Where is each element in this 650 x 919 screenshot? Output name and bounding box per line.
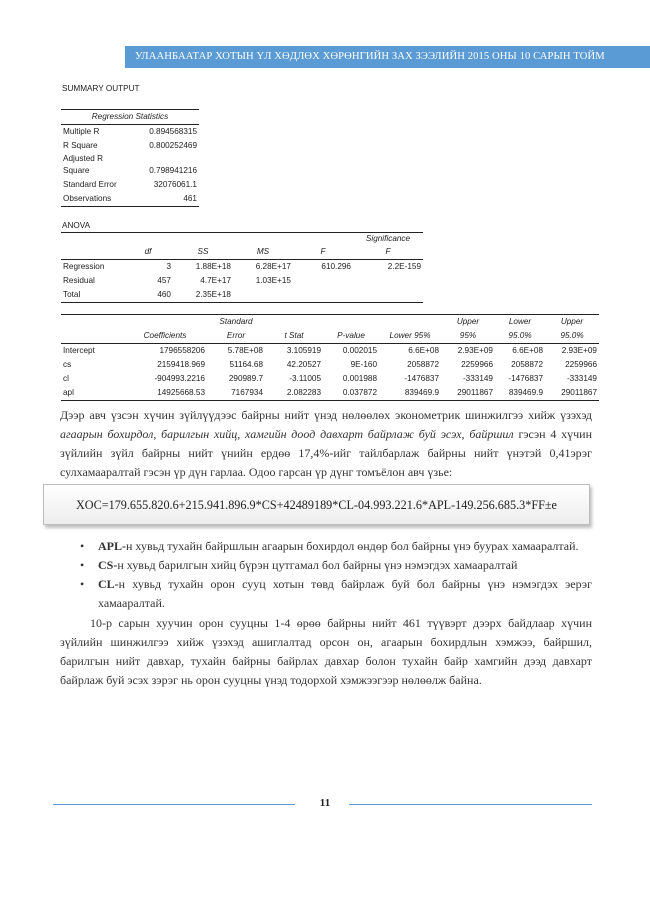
regression-statistics-table <box>61 109 199 207</box>
coef-row <box>61 386 599 401</box>
anova-cell <box>353 274 423 288</box>
list-item <box>80 575 592 613</box>
bullet-text: н хувьд барилгын хийц бүрэн цутгамал бол байрны үнэ нэмэгдэх хамааралтай <box>117 558 518 572</box>
stat-row <box>61 139 199 153</box>
anova-cell: 457 <box>157 276 171 285</box>
stat-value: 461 <box>134 192 199 207</box>
stat-label: Observations <box>61 192 134 207</box>
anova-cell: Regression <box>63 262 105 271</box>
page-number: 11 <box>319 797 331 809</box>
coef-row <box>61 358 599 372</box>
coef-cell: cl <box>63 374 69 383</box>
coef-cell: 2159418.969 <box>157 360 205 369</box>
interpretation-list <box>80 537 592 613</box>
coef-cell: 2058872 <box>407 360 439 369</box>
anova-cell <box>353 288 423 303</box>
coef-cell: 3.105919 <box>286 346 321 355</box>
coef-cell: 29011867 <box>457 388 493 397</box>
bullet-term: CL- <box>98 577 119 591</box>
coef-cell: Intercept <box>63 346 95 355</box>
coef-cell: 9E-160 <box>350 360 377 369</box>
coef-cell: 2058872 <box>511 360 543 369</box>
anova-table <box>61 232 423 303</box>
bullet-term: CS- <box>98 558 118 572</box>
coef-cell: 2.93E+09 <box>561 346 597 355</box>
footer-divider-left <box>53 804 295 805</box>
paragraph-text: гэсэн 4 хүчин зүйлийн зүйл байрны нийт үнийн ердөө 17,4%-ийг тайлбарлаж байрны нийт үнэтэй 0,41эрэг сулхамааралтай гэсэн үр дүн гарлаа. Одоо гарсан үр дүнг томъёлон авч үзье: <box>60 427 593 479</box>
coef-cell: -904993.2216 <box>154 374 205 383</box>
coef-header-coefficients: Coefficients <box>143 331 187 340</box>
stat-value <box>134 153 199 164</box>
analysis-paragraph <box>60 406 592 482</box>
anova-cell <box>233 288 293 303</box>
anova-cell: 3 <box>166 262 171 271</box>
coef-header-lower: Lower <box>508 317 532 326</box>
coef-header-upper950: 95.0% <box>560 331 584 340</box>
anova-row <box>61 274 423 288</box>
stat-label: Adjusted R <box>63 154 104 163</box>
stat-label: Square <box>63 166 90 175</box>
anova-header-significance: Significance <box>365 234 411 243</box>
coef-cell: 2.082283 <box>286 388 321 397</box>
coef-row <box>61 372 599 386</box>
paragraph-italic-text: агаарын бохирдол, барилгын хийц, хамгийн доод давхарт байрлаж буй эсэх, байршил <box>60 427 514 441</box>
coef-cell: 29011867 <box>561 388 597 397</box>
stat-row <box>61 178 199 192</box>
stat-row <box>61 192 199 207</box>
anova-header-df: df <box>123 245 173 260</box>
anova-cell <box>293 288 353 303</box>
coef-cell: -1476837 <box>508 374 543 383</box>
coef-cell: 7167934 <box>231 388 263 397</box>
stat-label: Multiple R <box>63 127 100 136</box>
stat-value: 0.800252469 <box>149 141 197 150</box>
anova-header-ss: SS <box>173 245 233 260</box>
coef-cell: 2.93E+09 <box>457 346 493 355</box>
report-header-bar <box>125 46 650 68</box>
summary-paragraph: 10-р сарын хуучин орон сууцны 1-4 өрөө байрны нийт 461 түүвэрт дээрх байдлаар хүчин зүйлийн шинжилгээ хийж үзэхэд ашиглалтад орсон он, агаарын бохирдлын хэмжээ, байршил, барилгын нийт давхар, тухайн байрны байрлах давхар болон тухайн байр хамгийн дээд давхарт байрлаж буй эсэх зэрэг нь орон сууцны үнэд тодорхой хэмжээгээр нөлөөлж байна. <box>60 616 592 687</box>
anova-cell: 2.2E-159 <box>387 262 421 271</box>
stat-row <box>61 153 199 164</box>
anova-header-significance-f: F <box>353 245 423 260</box>
paragraph-text: Дээр авч үзсэн хүчин зүйлүүдээс байрны нийт үнэд нөлөөлөх эконометрик шинжилгээ хийж үзэхэд <box>60 408 592 422</box>
coef-cell: 2259966 <box>565 360 597 369</box>
coef-header-upper95: 95% <box>459 331 477 340</box>
coef-cell: 1796558206 <box>159 346 205 355</box>
anova-cell: 6.28E+17 <box>255 262 291 271</box>
coefficients-table <box>61 314 599 401</box>
regression-statistics-heading: Regression Statistics <box>61 110 199 125</box>
stat-label: Standard Error <box>63 180 117 189</box>
coef-header-upper: Upper <box>456 317 480 326</box>
coef-cell: 14925668.53 <box>157 388 205 397</box>
anova-title: ANOVA <box>62 221 91 230</box>
regression-formula-box <box>43 484 590 525</box>
anova-cell: Total <box>63 290 81 299</box>
coef-cell: -333149 <box>566 374 597 383</box>
anova-cell: Residual <box>63 276 95 285</box>
coef-cell: 0.002015 <box>342 346 377 355</box>
coef-cell: 0.001988 <box>342 374 377 383</box>
list-item <box>80 556 592 575</box>
coef-cell: 51164.68 <box>229 360 263 369</box>
coef-header-tstat: t Stat <box>284 331 304 340</box>
anova-header-ms: MS <box>233 245 293 260</box>
stat-value: 0.894568315 <box>149 127 197 136</box>
coef-header-standard: Standard <box>219 317 253 326</box>
coef-cell: 0.037872 <box>342 388 377 397</box>
coef-cell: 290989.7 <box>228 374 263 383</box>
anova-cell: 1.88E+18 <box>195 262 231 271</box>
stat-label: R Square <box>63 141 98 150</box>
bullet-icon: • <box>80 558 85 572</box>
anova-row <box>61 260 423 275</box>
anova-cell: 4.7E+17 <box>200 276 231 285</box>
stat-value: 32076061.1 <box>153 180 197 189</box>
list-item <box>80 537 592 556</box>
bullet-text: н хувьд тухайн орон сууц хотын төвд байрлаж буй бол байрны үнэ нэмэгдэх эерэг хамааралтай. <box>98 577 592 610</box>
coef-cell: 2259966 <box>461 360 493 369</box>
coef-row <box>61 344 599 359</box>
coef-header-lower95: Lower 95% <box>389 331 431 340</box>
coef-cell: 42.20527 <box>286 360 321 369</box>
bullet-icon: • <box>80 539 85 553</box>
stat-row <box>61 164 199 178</box>
bullet-icon: • <box>80 577 85 591</box>
coef-cell: -333149 <box>462 374 493 383</box>
stat-value: 0.798941216 <box>149 166 197 175</box>
coef-cell: apl <box>63 388 74 397</box>
anova-cell <box>293 274 353 288</box>
regression-formula: XOC=179.655.820.6+215.941.896.9*CS+42489189*CL-04.993.221.6*APL-149.256.685.3*FF±e <box>76 498 557 512</box>
anova-header-f: F <box>293 245 353 260</box>
coef-cell: 6.6E+08 <box>408 346 439 355</box>
stat-row <box>61 125 199 140</box>
coef-cell: cs <box>63 360 72 369</box>
summary-output-title: SUMMARY OUTPUT <box>62 84 140 93</box>
bullet-term: APL- <box>98 539 126 553</box>
coef-cell: 5.78E+08 <box>227 346 263 355</box>
coef-cell: 839469.9 <box>508 388 543 397</box>
coef-header-lower950: 95.0% <box>508 331 532 340</box>
bullet-text: н хувьд тухайн байршлын агаарын бохирдол өндөр бол байрны үнэ буурах хамааралтай. <box>126 539 579 553</box>
anova-cell: 610.296 <box>321 262 351 271</box>
footer-divider-right <box>349 804 592 805</box>
coef-cell: 839469.9 <box>404 388 439 397</box>
coef-cell: 6.6E+08 <box>512 346 543 355</box>
coef-cell: -3.11005 <box>289 374 321 383</box>
anova-cell: 2.35E+18 <box>195 290 231 299</box>
coef-header-pvalue: P-value <box>337 331 365 340</box>
report-header-title: УЛААНБААТАР ХОТЫН ҮЛ ХӨДЛӨХ ХӨРӨНГИЙН ЗАХ ЗЭЭЛИЙН 2015 ОНЫ 10 САРЫН ТОЙМ <box>135 51 605 62</box>
coef-header-error: Error <box>226 331 246 340</box>
coef-header-upper: Upper <box>560 317 584 326</box>
anova-row <box>61 288 423 303</box>
coef-cell: -1476837 <box>404 374 439 383</box>
anova-cell: 460 <box>157 290 171 299</box>
anova-cell: 1.03E+15 <box>255 276 291 285</box>
